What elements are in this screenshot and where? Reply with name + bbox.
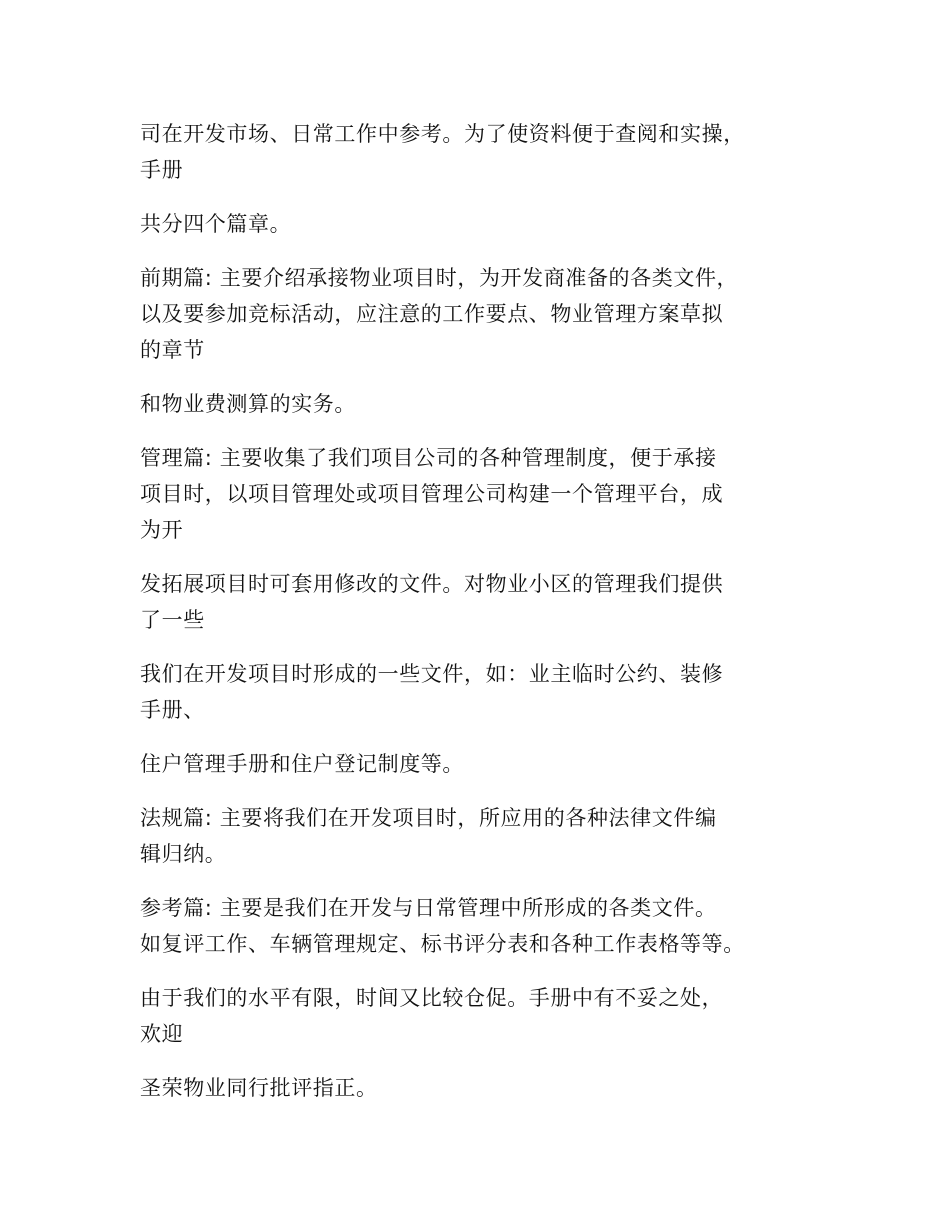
paragraph-line: 和物业费测算的实务。 [140, 392, 356, 416]
document-body [140, 116, 830, 1124]
paragraph-1 [140, 116, 830, 188]
paragraph-line: 法规篇: 主要将我们在开发项目时，所应用的各种法律文件编 [140, 806, 717, 830]
paragraph-line: 欢迎 [140, 1022, 184, 1046]
paragraph-11 [140, 980, 830, 1052]
paragraph-line: 圣荣物业同行批评指正。 [140, 1076, 378, 1100]
paragraph-line: 住户管理手册和住户登记制度等。 [140, 752, 464, 776]
paragraph-line: 前期篇: 主要介绍承接物业项目时，为开发商准备的各类文件， [140, 266, 739, 290]
paragraph-4 [140, 386, 830, 422]
paragraph-2 [140, 206, 830, 242]
paragraph-line: 手册、 [140, 698, 205, 722]
paragraph-line: 参考篇: 主要是我们在开发与日常管理中所形成的各类文件。 [140, 896, 717, 920]
paragraph-line: 管理篇: 主要收集了我们项目公司的各种管理制度，便于承接 [140, 446, 717, 470]
paragraph-line: 的章节 [140, 338, 205, 362]
paragraph-line: 共分四个篇章。 [140, 212, 292, 236]
paragraph-line: 手册 [140, 158, 184, 182]
paragraph-line: 辑归纳。 [140, 842, 227, 866]
paragraph-line: 了一些 [140, 608, 205, 632]
paragraph-5-management-section [140, 440, 830, 548]
paragraph-line: 我们在开发项目时形成的一些文件，如：业主临时公约、装修 [140, 662, 724, 686]
paragraph-7 [140, 656, 830, 728]
paragraph-line: 以及要参加竞标活动，应注意的工作要点、物业管理方案草拟 [140, 302, 724, 326]
paragraph-line: 司在开发市场、日常工作中参考。为了使资料便于查阅和实操， [140, 122, 745, 146]
paragraph-line: 项目时，以项目管理处或项目管理公司构建一个管理平台，成 [140, 482, 724, 506]
paragraph-6 [140, 566, 830, 638]
paragraph-line: 为开 [140, 518, 184, 542]
paragraph-line: 如复评工作、车辆管理规定、标书评分表和各种工作表格等等。 [140, 932, 745, 956]
paragraph-9-regulations-section [140, 800, 830, 872]
paragraph-10-reference-section [140, 890, 830, 962]
paragraph-line: 发拓展项目时可套用修改的文件。对物业小区的管理我们提供 [140, 572, 724, 596]
paragraph-line: 由于我们的水平有限，时间又比较仓促。手册中有不妥之处， [140, 986, 724, 1010]
paragraph-3-preliminary-section [140, 260, 830, 368]
paragraph-8 [140, 746, 830, 782]
paragraph-12 [140, 1070, 830, 1106]
